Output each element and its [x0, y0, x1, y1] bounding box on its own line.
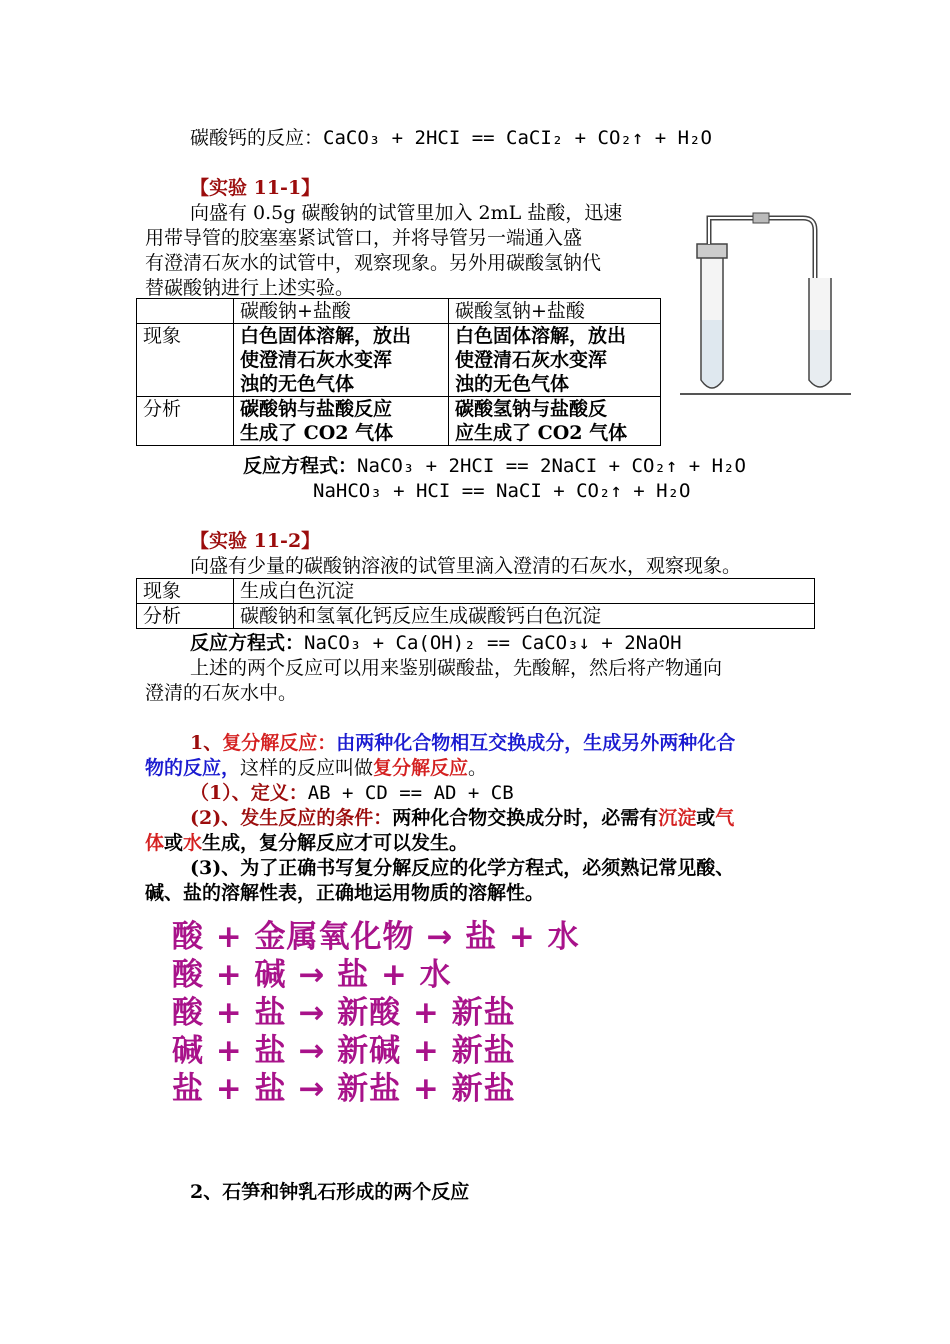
rule-acid-salt: 酸 + 盐 → 新酸 + 新盐 — [172, 995, 516, 1031]
experiment-2-desc: 向盛有少量的碳酸钠溶液的试管里滴入澄清的石灰水，观察现象。 — [190, 555, 742, 577]
experiment-1-desc-3: 有澄清石灰水的试管中，观察现象。另外用碳酸氢钠代 — [145, 252, 602, 274]
experiment-2-title: 【实验 11-2】 — [190, 530, 321, 552]
table-cell — [449, 397, 661, 446]
experiment-1-title: 【实验 11-1】 — [190, 177, 321, 199]
note-3-line-1: (3)、为了正确书写复分解反应的化学方程式，必须熟记常见酸、 — [190, 857, 735, 879]
table-header: 碳酸钠+盐酸 — [234, 299, 449, 324]
equation: CaCO₃ + 2HCI == CaCI₂ + CO₂↑ + H₂O — [323, 127, 712, 149]
table-cell — [234, 324, 449, 397]
table-row — [137, 579, 815, 604]
cell-line: 白色固体溶解，放出 — [455, 325, 627, 347]
experiment-2-note-1: 上述的两个反应可以用来鉴别碳酸盐，先酸解，然后将产物通向 — [190, 657, 723, 679]
experiment-1-desc-2: 用带导管的胶塞塞紧试管口，并将导管另一端通入盛 — [145, 227, 583, 249]
rule-acid-base: 酸 + 碱 → 盐 + 水 — [172, 957, 452, 993]
note-3-line-2: 碱、盐的溶解性表，正确地运用物质的溶解性。 — [145, 882, 545, 904]
rule-acid-metal-oxide: 酸 + 金属氧化物 → 盐 + 水 — [172, 919, 580, 955]
calcium-carbonate-reaction: 碳酸钙的反应：CaCO₃ + 2HCI == CaCI₂ + CO₂↑ + H₂O — [190, 127, 712, 149]
cell-line: 生成了 CO2 气体 — [240, 422, 394, 444]
cell-line: 碳酸氢钠与盐酸反 — [455, 398, 608, 420]
rule-salt-salt: 盐 + 盐 → 新盐 + 新盐 — [172, 1071, 516, 1107]
table-row — [137, 604, 815, 629]
cell-line: 浊的无色气体 — [240, 373, 355, 395]
table-cell — [234, 397, 449, 446]
rule-base-salt: 碱 + 盐 → 新碱 + 新盐 — [172, 1033, 516, 1069]
section-2-heading: 2、石笋和钟乳石形成的两个反应 — [190, 1181, 470, 1203]
row-label: 现象 — [137, 324, 234, 397]
table-row — [137, 324, 661, 397]
table-cell: 生成白色沉淀 — [234, 579, 815, 604]
cell-line: 碳酸钠与盐酸反应 — [240, 398, 393, 420]
definition: （1）、定义：AB + CD == AD + CB — [190, 782, 514, 804]
condition-line-1: (2)、发生反应的条件：两种化合物交换成分时，必需有沉淀或气 — [190, 807, 735, 829]
experiment-1-equation-2: NaHCO₃ + HCI == NaCI + CO₂↑ + H₂O — [313, 480, 691, 502]
section-1-heading-line-1: 1、复分解反应：由两种化合物相互交换成分，生成另外两种化合 — [190, 732, 736, 754]
test-tube-apparatus-illustration — [675, 200, 855, 400]
cell-line: 应生成了 CO2 气体 — [455, 422, 628, 444]
experiment-1-table — [136, 298, 661, 446]
cell-line: 使澄清石灰水变浑 — [240, 349, 393, 371]
condition-line-2: 体或水生成，复分解反应才可以发生。 — [145, 832, 469, 854]
experiment-1-desc-1: 向盛有 0.5g 碳酸钠的试管里加入 2mL 盐酸，迅速 — [190, 202, 623, 224]
equation: NaCO₃ + 2HCI == 2NaCI + CO₂↑ + H₂O — [357, 455, 746, 477]
table-row — [137, 397, 661, 446]
table-cell: 碳酸钠和氢氧化钙反应生成碳酸钙白色沉淀 — [234, 604, 815, 629]
section-1-heading-line-2: 物的反应，这样的反应叫做复分解反应。 — [145, 757, 488, 779]
experiment-2-table — [136, 578, 815, 629]
equation: NaCO₃ + Ca(OH)₂ == CaCO₃↓ + 2NaOH — [304, 632, 682, 654]
table-header: 碳酸氢钠+盐酸 — [449, 299, 661, 324]
cell-line: 浊的无色气体 — [455, 373, 570, 395]
row-label: 分析 — [137, 604, 234, 629]
experiment-2-equation: 反应方程式：NaCO₃ + Ca(OH)₂ == CaCO₃↓ + 2NaOH — [190, 632, 682, 654]
definition-equation: AB + CD == AD + CB — [307, 782, 514, 804]
table-header-empty — [137, 299, 234, 324]
table-cell — [449, 324, 661, 397]
experiment-1-desc-4: 替碳酸钠进行上述实验。 — [145, 277, 355, 299]
experiment-2-note-2: 澄清的石灰水中。 — [145, 682, 298, 704]
experiment-1-equation-1: 反应方程式：NaCO₃ + 2HCI == 2NaCI + CO₂↑ + H₂O — [243, 455, 746, 477]
row-label: 现象 — [137, 579, 234, 604]
cell-line: 使澄清石灰水变浑 — [455, 349, 608, 371]
cell-line: 白色固体溶解，放出 — [240, 325, 412, 347]
row-label: 分析 — [137, 397, 234, 446]
